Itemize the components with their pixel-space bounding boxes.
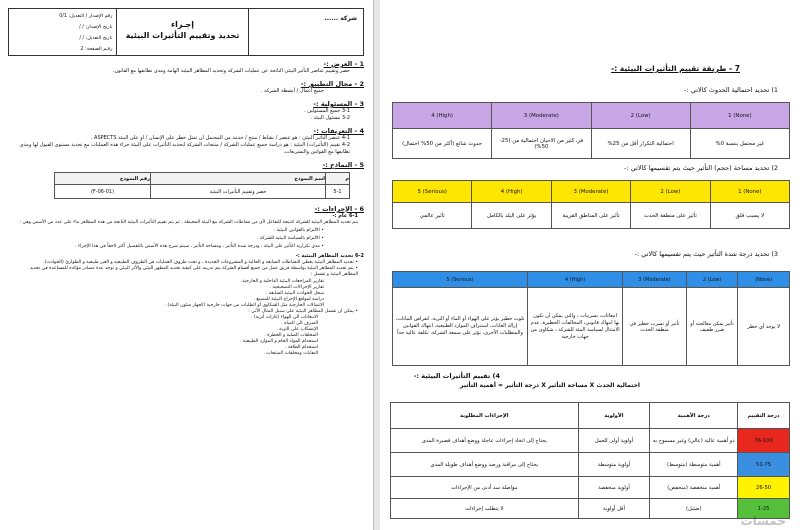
- company-name: شركة ......: [324, 15, 358, 22]
- probability-header: (High) 4: [393, 103, 492, 129]
- list-item: الصرف الى المياه .: [281, 321, 318, 326]
- list-item: • مدى تكرارية التأثير على البيئة ، ودرجة شدة التأثير ، ومساحة التأثير ، سيتم شرح هذه الأسس بالتفصيل أكثر لاحقاً في هذا الإجراء .: [14, 244, 364, 250]
- severity-header: (Serious) 5: [393, 272, 528, 288]
- forms-cell-name: حصر وتقييم التأثيرات البيئية: [151, 185, 326, 199]
- section-responsibility-title: 3 - المسئولية :-: [313, 100, 364, 108]
- evaluation-priority: أولوية منخفضة: [578, 477, 650, 499]
- evaluation-action: يحتاج إلى مراقبة ورصد ووضع أهداف طويلة المدى: [391, 453, 579, 477]
- header-meta-cell: [9, 9, 116, 55]
- left-document-page: [0, 0, 374, 530]
- section-purpose-text: حصر وتقييم عناصر التأثير البيئي الناتجة عن عمليات الشركة وتحديد المظاهر البيئية الهامة ومدى تطابقها مع القانون.: [112, 68, 350, 74]
- area-value-row: [393, 203, 790, 229]
- forms-cell-number: (F-06-01): [55, 185, 151, 199]
- evaluation-score: 26-50: [738, 477, 790, 499]
- responsibility-item: 3-2 مسئول البيئة .: [310, 115, 350, 121]
- list-item: • تحديد المظاهر البيئية يغطي النشاطات السابقة و الحالية و المشروعات الجديدة ، و تحت ظروف العمليات في الظروف الطبيعية و الغير طبيعية و الطوارئ (الحوادث).: [14, 260, 364, 266]
- list-item: المخلفات الصلبة و الخطرة .: [264, 333, 318, 338]
- severity-value: لا يوجد أي خطر: [738, 288, 790, 366]
- evaluation-importance: ذو أهمية عالية (عالي) وغير مسموح به: [650, 429, 738, 453]
- table-row: [391, 499, 790, 519]
- area-header-row: [393, 181, 790, 203]
- forms-table: [54, 172, 350, 199]
- forms-col-name: اسم النموذج: [151, 173, 326, 185]
- document-header: [8, 8, 364, 56]
- table-row: [391, 429, 790, 453]
- probability-value: احتمالية التكرار أقل من 25%: [591, 129, 690, 159]
- watermark: خمسات: [740, 514, 786, 528]
- meta-line: رقـم الصفحة: 2: [80, 47, 113, 52]
- examples-intro: • يمكن ان تشمل المظاهر البيئية على سبيل المثال الآتي :: [14, 309, 364, 315]
- step1-label: 1) تحديد احتمالية الحدوث كالاتي :-: [684, 86, 778, 94]
- severity-header: (Moderate) 3: [623, 272, 687, 288]
- evaluation-priority: أولوية متوسطة: [578, 453, 650, 477]
- probability-value: حدوث شائع (أكثر من 50% احتمال): [393, 129, 492, 159]
- list-item: • يتم تحديد المظاهر البيئية بواسطة فريق عمل من جميع أقسام الشركة يتم تدريبه على كيفية تحديد المظهر البيئي والأثر البيئي و توجد عدة مصادر مؤكدة للمساعدة في تحديد المظاهر البيئية و تشمل :: [14, 266, 364, 278]
- section-scope-text: جميع أعمال / أنشطة الشركة .: [260, 88, 324, 94]
- area-header: (Serious) 5: [393, 181, 472, 203]
- area-value: لا يسبب قلق: [710, 203, 789, 229]
- evaluation-action: لا يتطلب إجراءات: [391, 499, 579, 519]
- evaluation-table: [390, 402, 790, 519]
- list-item: • الالتزام بالقوانين البيئية .: [14, 228, 364, 234]
- evaluation-importance: (ضئيل): [650, 499, 738, 519]
- table-row: [391, 453, 790, 477]
- header-title-cell: [116, 9, 247, 55]
- responsibility-item: 3-1 جميع المسئولين .: [304, 108, 350, 114]
- area-value: تأثير على المناطق القريبة: [551, 203, 630, 229]
- probability-value: غير محتمل بنسبة 0%: [690, 129, 789, 159]
- probability-header-row: [393, 103, 790, 129]
- list-item: الاتصالات الخارجية مثل الشكاوى أو الطلبات من جهات خارجية (كجهاز شئون البيئة) .: [164, 303, 324, 308]
- area-header: (Moderate) 3: [551, 181, 630, 203]
- severity-header: (None): [738, 272, 790, 288]
- probability-value: في كثير من الاحيان احتمالية من (25-50%): [492, 129, 591, 159]
- forms-cell-index: 5-1: [326, 185, 350, 199]
- evaluation-action: يحتاج إلى اتخاذ إجراءات عاجلة ووضع أهداف قصيرة المدى: [391, 429, 579, 453]
- list-item: تقارير الإجراءات التصحيحية .: [269, 285, 324, 290]
- forms-table-header: [55, 173, 350, 185]
- evaluation-header-row: [391, 403, 790, 429]
- evaluation-score: 51-75: [738, 453, 790, 477]
- severity-value: انبعاثات، تسريبات ، والتي يمكن ان تكون بها انتهاك قانوني، المخالفات الخطيرة، عدم الامتثال لسياسة البيئة للشركة ، شكاوى من جهات خارجية: [528, 288, 623, 366]
- evaluation-priority: أولوية أولى للعمل: [578, 429, 650, 453]
- list-item: سجل الحوادث البيئية السابقة .: [265, 291, 324, 296]
- evaluation-action: مواصلة سد أدنى من الإجراءات: [391, 477, 579, 499]
- severity-table: [392, 271, 790, 366]
- meta-line: تاريخ التعديل: / /: [79, 36, 113, 41]
- evaluation-importance: أهمية متوسطة (متوسط): [650, 453, 738, 477]
- evaluation-score: 76-100: [738, 429, 790, 453]
- evaluation-header: الإجراءات المطلوبة: [391, 403, 579, 429]
- meta-line: تاريخ الإصدار: / /: [79, 25, 113, 30]
- procedures-sub-general: 6-1 عام :-: [332, 213, 358, 219]
- evaluation-header: درجة الأهمية: [650, 403, 738, 429]
- probability-header: (None) 1: [690, 103, 789, 129]
- header-company-cell: [248, 9, 363, 55]
- procedures-sub-aspects: 6-2 تحديد المظاهر البيئية :-: [295, 253, 364, 259]
- list-item: الانبعاثات الى الهواء (غازات أتربة) .: [250, 315, 318, 320]
- section-definitions-title: 4 - التعريفات :-: [313, 127, 364, 135]
- list-item: استخدام المواد الخام و الموارد الطبيعية .: [240, 339, 318, 344]
- area-table: [392, 180, 790, 229]
- forms-col-index: م: [326, 173, 350, 185]
- severity-header-row: [393, 272, 790, 288]
- probability-header: (Low) 2: [591, 103, 690, 129]
- sources-list: [14, 279, 364, 309]
- section-procedures-title: 6 - الإجراءات :-: [314, 205, 364, 213]
- evaluation-score: 1-25: [738, 499, 790, 519]
- list-item: دراسة لمواقع الإخراج البيئية للمصنع .: [253, 297, 324, 302]
- examples-list: [14, 315, 364, 357]
- forms-col-number: رقم النموذج: [55, 173, 151, 185]
- severity-value-row: [393, 288, 790, 366]
- document-body: [14, 60, 364, 357]
- method-title: 7 - طريقة تقييم التأثيرات البيئية :-: [611, 64, 740, 73]
- area-header: (High) 4: [472, 181, 551, 203]
- section-forms-title: 5 - النماذج :-: [322, 161, 364, 169]
- list-item: تقارير المراجعات البيئية الداخلية و الخارجية .: [239, 279, 324, 284]
- step2-label: 2) تحديد مساحة (حجم) التأثير حيث يتم تقسيمها كالاتي :-: [624, 164, 778, 172]
- definition-item: 4-1 عنصر التأثير البيئي : هو عنصر / نشاط / منتج / خدمة من المحتمل ان تمثل خطر على الإنسان / او على البيئة ASPECTS .: [90, 135, 350, 141]
- area-header: (Low) 2: [631, 181, 710, 203]
- area-header: (None) 1: [710, 181, 789, 203]
- evaluation-header: الأولوية: [578, 403, 650, 429]
- table-row: [55, 185, 350, 199]
- probability-value-row: [393, 129, 790, 159]
- definition-item: 4-2 تقييم (التأثيرات) البيئية : هو دراسة جميع عمليات الشركة / منتجات الشركة لتحديد التأثيرات على البيئة جراء هذه العمليات مع تحديد مستوى القبول لها ومدى تطابقها مع القوانين والتشريعات.: [19, 142, 350, 155]
- severity-value: تأثير أو تسرب خطير في منطقة الحدث: [623, 288, 687, 366]
- procedures-intro: يتم تحديد المظاهر البيئية للشركة كنتيجة للتفاعل لأي من نشاطات الشركة مع البيئة المحيطة ، ثم يتم تقييم التأثيرات البيئية الناتجة من هذه المظاهر بناء على عدد من الأسس وهي :: [19, 220, 358, 225]
- list-item: النفايات ومخلفات المنتجات .: [263, 351, 318, 356]
- header-title-line2: تحديد وتقييم التأثيرات البيئية: [125, 31, 240, 40]
- area-value: تأثير عالمي: [393, 203, 472, 229]
- right-document-page: [380, 0, 800, 530]
- section-scope-title: 2 - مجال التطبيق :-: [300, 80, 364, 88]
- severity-value: تلوث خطير يؤثر على الهواء أو الماء أو التربة، انقراض النباتات، إزالة الغابات، استنزاف الموارد الطبيعية، انتهاك القوانين والمتطلبات الأخرى، يؤثر على سمعة الشركة، تكلفة عالية جداً: [393, 288, 528, 366]
- evaluation-importance: أهمية منخفضة (منخفض): [650, 477, 738, 499]
- list-item: الإنسكاب على التربة .: [276, 327, 318, 332]
- area-value: تأثير على منطقة الحدث: [631, 203, 710, 229]
- evaluation-header: درجة التقييم: [738, 403, 790, 429]
- probability-table: [392, 102, 790, 159]
- step4-title: 4) تقييم التأثيرات البيئية :-: [413, 372, 500, 380]
- table-row: [391, 477, 790, 499]
- list-item: استخدام الطاقة .: [285, 345, 318, 350]
- list-item: • الالتزام بالسياسة البيئية للشركة .: [14, 236, 364, 242]
- severity-header: (High) 4: [528, 272, 623, 288]
- step3-label: 3) تحديد درجة شدة التأثير حيث يتم تقسيمها كالاتي :-: [634, 250, 778, 258]
- header-title-line1: إجـراء: [170, 20, 195, 29]
- probability-header: (Moderate) 3: [492, 103, 591, 129]
- evaluation-priority: أقل أولوية: [578, 499, 650, 519]
- severity-header: (Low) 2: [686, 272, 738, 288]
- severity-value: تأثير يمكن معالجته أو ضرر طفيف: [686, 288, 738, 366]
- section-purpose-title: 1 - الغرض :-: [323, 60, 364, 68]
- meta-line: رقم الإصدار / التعديل: 0/1: [59, 14, 113, 19]
- area-value: يؤثر على البلد بالكامل: [472, 203, 551, 229]
- step4-formula: احتمالية الحدث X مساحة التأثير X درجة التأثير = أهمية التأثير: [460, 382, 640, 389]
